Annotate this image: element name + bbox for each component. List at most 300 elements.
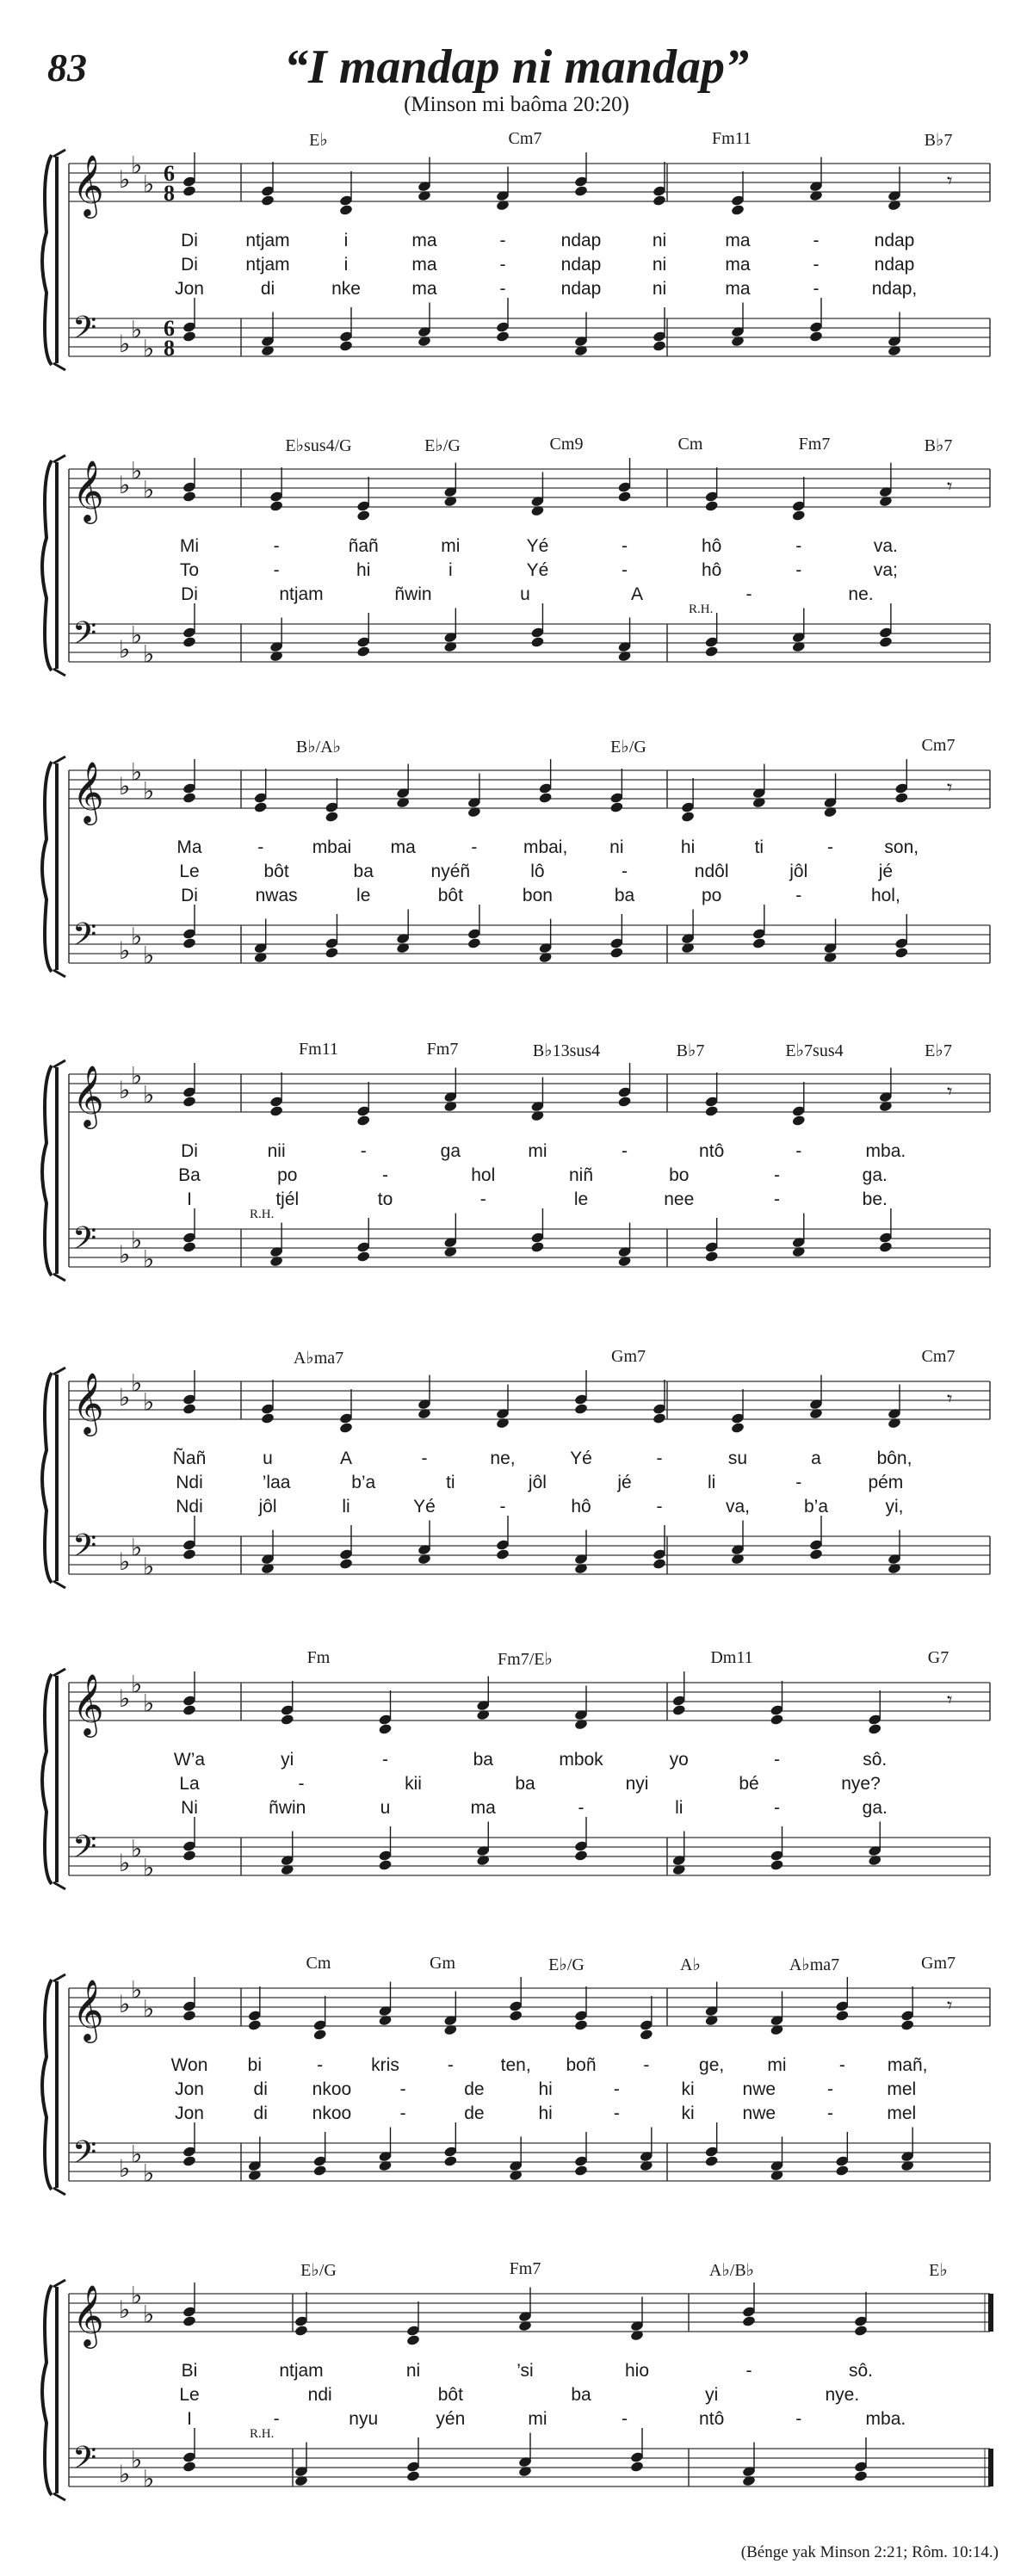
chord-symbol: B♭7	[924, 131, 953, 150]
score-system	[34, 435, 1016, 740]
lyric-syllable: ntô	[699, 2409, 725, 2429]
lyric-syllable: -	[622, 1141, 628, 1161]
lyric-syllable: ne.	[848, 584, 874, 604]
lyric-syllable: La	[179, 1774, 200, 1794]
lyric-syllable: bi	[247, 2055, 263, 2075]
lyric-syllable: ma	[725, 255, 751, 275]
lyric-syllable: Di	[181, 584, 198, 604]
flat-icon: ♭	[143, 334, 155, 363]
lyric-syllable: nwe	[742, 2079, 776, 2099]
chord-symbol: G7	[927, 1648, 949, 1667]
score-system	[34, 736, 1016, 1041]
treble-clef-icon: 𝄞	[72, 1978, 104, 2041]
lyric-syllable: mel	[887, 2079, 917, 2099]
chord-symbol: B♭7	[676, 1041, 705, 1060]
lyric-syllable: i	[343, 255, 349, 275]
lyric-syllable: ma	[725, 231, 751, 250]
lyric-syllable: ntjam	[279, 2361, 324, 2381]
lyric-syllable: mi	[528, 2409, 547, 2429]
lyric-syllable: -	[382, 1165, 388, 1185]
treble-clef-icon: 𝄞	[72, 1064, 104, 1127]
score-system	[34, 1954, 1016, 2259]
flat-icon: ♭	[143, 1080, 155, 1109]
lyric-syllable: -	[578, 1798, 585, 1818]
hymn-number: 83	[47, 46, 87, 90]
lyric-syllable: -	[813, 231, 820, 250]
lyric-syllable: di	[253, 2103, 268, 2123]
svg-text:8: 8	[164, 336, 175, 361]
lyric-syllable: ñwin	[269, 1798, 306, 1818]
flat-icon: ♭	[119, 936, 131, 965]
lyric-syllable: nyi	[625, 1774, 649, 1794]
lyric-syllable: ba	[353, 862, 374, 881]
lyric-syllable: jé	[878, 862, 894, 881]
chord-symbol: Gm7	[921, 1954, 956, 1973]
lyric-syllable: nyéñ	[430, 862, 471, 881]
lyric-syllable: Le	[179, 2385, 200, 2405]
lyric-syllable: hi	[356, 560, 371, 580]
flat-icon: ♭	[131, 1670, 143, 1699]
lyric-syllable: po	[277, 1165, 298, 1185]
chord-symbol: Gm7	[611, 1347, 646, 1366]
chord-symbol: Fm11	[299, 1040, 338, 1059]
chord-symbol: Gm	[430, 1954, 455, 1973]
chord-symbol: Fm	[306, 1648, 331, 1667]
lyric-syllable: yi,	[885, 1497, 904, 1517]
flat-icon: ♭	[119, 1990, 131, 2018]
rest-icon: 𝄾	[947, 775, 953, 800]
lyric-syllable: Jon	[175, 2079, 204, 2099]
lyric-syllable: -	[613, 2103, 620, 2123]
lyric-syllable: ma	[411, 231, 437, 250]
chord-symbol: A♭ma7	[293, 1349, 344, 1368]
scripture-footnote: (Bénge yak Minson 2:21; Rôm. 10:14.)	[740, 2543, 999, 2561]
lyric-syllable: ma	[411, 255, 437, 275]
lyric-syllable: ndap	[560, 231, 602, 250]
lyric-syllable: yo	[669, 1750, 689, 1770]
lyric-syllable: Jon	[175, 279, 204, 299]
flat-icon: ♭	[119, 1547, 131, 1576]
lyric-syllable: A	[630, 584, 644, 604]
chord-symbol: E♭	[929, 2261, 948, 2280]
flat-icon: ♭	[143, 1994, 155, 2023]
lyric-syllable: -	[774, 1798, 780, 1818]
bass-clef-icon: 𝄢	[72, 1829, 97, 1873]
svg-text:6: 6	[164, 316, 175, 341]
lyric-syllable: kii	[405, 1774, 422, 1794]
lyric-syllable: Bi	[181, 2361, 198, 2381]
svg-text:8: 8	[164, 181, 175, 206]
lyric-syllable: ki	[681, 2079, 695, 2099]
chord-symbol: E♭/G	[548, 1955, 585, 1974]
lyric-syllable: po	[701, 886, 722, 905]
flat-icon: ♭	[119, 165, 131, 194]
lyric-syllable: hô	[571, 1497, 591, 1517]
flat-icon: ♭	[143, 1689, 155, 1718]
chord-symbol: Cm7	[508, 129, 542, 148]
system-brace	[42, 1980, 52, 2190]
system-brace	[42, 2285, 52, 2495]
chord-symbol: Cm	[306, 1954, 331, 1973]
chord-symbol: A♭	[680, 1955, 701, 1974]
flat-icon: ♭	[131, 2140, 143, 2169]
lyric-syllable: ba	[571, 2385, 591, 2405]
lyric-syllable: nye.	[825, 2385, 860, 2405]
flat-icon: ♭	[143, 941, 155, 970]
flat-icon: ♭	[131, 315, 143, 344]
lyric-syllable: son,	[884, 837, 919, 857]
lyric-syllable: kris	[371, 2055, 399, 2075]
lyric-syllable: mi	[767, 2055, 787, 2075]
lyric-syllable: li	[675, 1798, 684, 1818]
flat-icon: ♭	[131, 1975, 143, 2005]
lyric-syllable: -	[447, 2055, 454, 2075]
chord-symbol: Fm7	[798, 435, 831, 454]
lyric-syllable: u	[380, 1798, 391, 1818]
lyric-syllable: -	[795, 1141, 802, 1161]
lyric-syllable: le	[573, 1189, 589, 1209]
lyric-syllable: Ni	[181, 1798, 198, 1818]
hymn-title: “I mandap ni mandap”	[284, 40, 749, 94]
lyric-syllable: bé	[739, 1774, 759, 1794]
lyric-syllable: -	[499, 1497, 506, 1517]
lyric-syllable: hol,	[870, 886, 900, 905]
treble-clef-icon: 𝄞	[72, 1672, 104, 1735]
lyric-syllable: ñañ	[348, 536, 379, 556]
lyric-syllable: jôl	[789, 862, 808, 881]
lyric-syllable: ndap	[874, 231, 915, 250]
bass-clef-icon: 𝄢	[72, 1220, 97, 1264]
flat-icon: ♭	[131, 1533, 143, 1562]
lyric-syllable: -	[622, 560, 628, 580]
flat-icon: ♭	[131, 757, 143, 787]
lyric-syllable: mel	[887, 2103, 917, 2123]
flat-icon: ♭	[119, 2154, 131, 2183]
lyric-syllable: mba.	[865, 1141, 906, 1161]
lyric-syllable: ni	[405, 2361, 421, 2381]
lyric-syllable: -	[499, 255, 506, 275]
lyric-syllable: -	[421, 1449, 428, 1468]
lyric-syllable: bôn,	[876, 1449, 912, 1468]
flat-icon: ♭	[131, 1061, 143, 1090]
lyric-syllable: yi	[281, 1750, 294, 1770]
lyric-syllable: -	[774, 1189, 780, 1209]
flat-icon: ♭	[143, 475, 155, 504]
lyric-syllable: -	[298, 1774, 305, 1794]
lyric-syllable: -	[745, 2361, 752, 2381]
lyric-syllable: ni	[652, 255, 667, 275]
lyric-syllable: Di	[181, 886, 198, 905]
lyric-syllable: -	[838, 2055, 845, 2075]
flat-icon: ♭	[131, 1834, 143, 1863]
lyric-syllable: u	[263, 1449, 273, 1468]
lyric-syllable: bôt	[437, 2385, 463, 2405]
lyric-syllable: -	[643, 2055, 650, 2075]
lyric-syllable: ga.	[862, 1798, 888, 1818]
flat-icon: ♭	[143, 776, 155, 806]
treble-clef-icon: 𝄞	[72, 760, 104, 823]
lyric-syllable: nwas	[255, 886, 298, 905]
lyric-syllable: a	[811, 1449, 821, 1468]
lyric-syllable: -	[795, 2409, 802, 2429]
lyric-syllable: -	[622, 2409, 628, 2429]
lyric-syllable: pém	[868, 1473, 904, 1492]
flat-icon: ♭	[143, 170, 155, 199]
bass-clef-icon: 𝄢	[72, 2134, 97, 2178]
bass-clef-icon: 𝄢	[72, 2440, 97, 2484]
rest-icon: 𝄾	[947, 1993, 953, 2017]
lyric-syllable: nkoo	[312, 2103, 352, 2123]
lyric-syllable: ma	[725, 279, 751, 299]
lyric-syllable: -	[399, 2103, 406, 2123]
right-hand-mark: R.H.	[250, 1208, 275, 1221]
flat-icon: ♭	[119, 330, 131, 358]
lyric-syllable: -	[813, 279, 820, 299]
lyric-syllable: bôt	[437, 886, 463, 905]
lyric-syllable: ’laa	[262, 1473, 291, 1492]
lyric-syllable: -	[499, 279, 506, 299]
system-brace	[42, 460, 52, 670]
lyric-syllable: -	[317, 2055, 324, 2075]
bass-clef-icon: 𝄢	[72, 310, 97, 354]
lyric-syllable: mba.	[865, 2409, 906, 2429]
rest-icon: 𝄾	[947, 1688, 953, 1712]
lyric-syllable: I	[187, 1189, 192, 1209]
lyric-syllable: le	[356, 886, 371, 905]
lyric-syllable: ndap	[874, 255, 915, 275]
lyric-syllable: Jon	[175, 2103, 204, 2123]
lyric-syllable: ba	[515, 1774, 535, 1794]
lyric-syllable: -	[795, 886, 802, 905]
lyric-syllable: -	[745, 584, 752, 604]
lyric-syllable: sô.	[863, 1750, 888, 1770]
lyric-syllable: su	[727, 1449, 748, 1468]
lyric-syllable: di	[253, 2079, 268, 2099]
lyric-syllable: -	[257, 837, 264, 857]
lyric-syllable: Yé	[570, 1449, 592, 1468]
lyric-syllable: ma	[411, 279, 437, 299]
chord-symbol: Cm7	[921, 1347, 956, 1366]
lyric-syllable: ki	[681, 2103, 695, 2123]
chord-symbol: E♭sus4/G	[285, 436, 352, 455]
flat-icon: ♭	[119, 1684, 131, 1713]
right-hand-mark: R.H.	[250, 2427, 275, 2441]
lyric-syllable: To	[179, 560, 200, 580]
chord-symbol: B♭/A♭	[295, 738, 342, 757]
lyric-syllable: -	[656, 1449, 663, 1468]
lyric-syllable: ni	[609, 837, 624, 857]
chord-symbol: Fm7	[426, 1040, 459, 1059]
system-brace	[42, 155, 52, 365]
lyric-syllable: ba	[473, 1750, 493, 1770]
lyric-syllable: yi	[705, 2385, 719, 2405]
flat-icon: ♭	[131, 621, 143, 650]
chord-symbol: E♭/G	[424, 436, 461, 455]
lyric-syllable: Mi	[179, 536, 200, 556]
lyric-syllable: ntjam	[245, 231, 290, 250]
lyric-syllable: -	[827, 837, 834, 857]
lyric-syllable: mbok	[559, 1750, 603, 1770]
lyric-syllable: niñ	[568, 1165, 594, 1185]
lyric-syllable: -	[795, 560, 802, 580]
lyric-syllable: ne,	[490, 1449, 516, 1468]
chord-symbol: A♭ma7	[789, 1955, 840, 1974]
hymn-subtitle: (Minson mi baôma 20:20)	[404, 93, 629, 116]
lyric-syllable: -	[774, 1750, 780, 1770]
lyric-syllable: Ñañ	[172, 1449, 207, 1468]
lyric-syllable: Ndi	[176, 1497, 203, 1517]
chord-symbol: Cm7	[921, 736, 956, 755]
lyric-syllable: de	[464, 2103, 485, 2123]
lyric-syllable: bon	[522, 886, 553, 905]
lyric-syllable: tjél	[275, 1189, 300, 1209]
lyric-syllable: li	[342, 1497, 350, 1517]
chord-symbol: E♭7sus4	[785, 1041, 844, 1060]
lyric-syllable: ’si	[516, 2361, 534, 2381]
lyric-syllable: be.	[862, 1189, 888, 1209]
system-brace	[42, 1373, 52, 1583]
lyric-syllable: nwe	[742, 2103, 776, 2123]
lyric-syllable: Di	[181, 231, 198, 250]
lyric-syllable: ni	[652, 279, 667, 299]
chord-symbol: Fm7	[509, 2259, 541, 2278]
lyric-syllable: Le	[179, 862, 200, 881]
lyric-syllable: va,	[725, 1497, 751, 1517]
chord-symbol: Dm11	[710, 1648, 753, 1667]
lyric-syllable: nyu	[349, 2409, 379, 2429]
lyric-syllable: hol	[471, 1165, 496, 1185]
lyric-syllable: -	[273, 560, 280, 580]
lyric-syllable: A	[339, 1449, 353, 1468]
chord-symbol: B♭13sus4	[532, 1041, 601, 1060]
lyric-syllable: -	[613, 2079, 620, 2099]
lyric-syllable: -	[479, 1189, 486, 1209]
flat-icon: ♭	[119, 2460, 131, 2488]
chord-symbol: E♭/G	[610, 738, 646, 757]
lyric-syllable: b’a	[803, 1497, 829, 1517]
lyric-syllable: nkoo	[312, 2079, 352, 2099]
lyric-syllable: hi	[680, 837, 696, 857]
lyric-syllable: -	[622, 536, 628, 556]
lyric-syllable: ndap,	[871, 279, 918, 299]
lyric-syllable: to	[377, 1189, 393, 1209]
score-system	[34, 2259, 1016, 2565]
chord-symbol: E♭7	[925, 1041, 952, 1060]
bass-clef-icon: 𝄢	[72, 615, 97, 659]
lyric-syllable: -	[827, 2103, 834, 2123]
score-system	[34, 129, 1016, 435]
lyric-syllable: ma	[470, 1798, 496, 1818]
lyric-syllable: Yé	[526, 536, 549, 556]
lyric-syllable: ti	[754, 837, 764, 857]
flat-icon: ♭	[119, 1849, 131, 1877]
lyric-syllable: -	[399, 2079, 406, 2099]
flat-icon: ♭	[131, 1368, 143, 1398]
lyric-syllable: de	[464, 2079, 485, 2099]
flat-icon: ♭	[131, 1226, 143, 1255]
flat-icon: ♭	[143, 1245, 155, 1274]
lyric-syllable: I	[187, 2409, 192, 2429]
flat-icon: ♭	[131, 151, 143, 180]
lyric-syllable: di	[260, 279, 275, 299]
flat-icon: ♭	[143, 1552, 155, 1581]
flat-icon: ♭	[119, 1383, 131, 1412]
lyric-syllable: li	[707, 1473, 716, 1492]
system-brace	[42, 1674, 52, 1884]
chord-symbol: A♭/B♭	[708, 2261, 755, 2280]
lyric-syllable: nke	[331, 279, 361, 299]
treble-clef-icon: 𝄞	[72, 153, 104, 216]
lyric-syllable: ndap	[560, 279, 602, 299]
lyric-syllable: ñwin	[394, 584, 432, 604]
lyric-syllable: lô	[530, 862, 545, 881]
flat-icon: ♭	[143, 1387, 155, 1417]
treble-clef-icon: 𝄞	[72, 459, 104, 522]
lyric-syllable: ba	[614, 886, 635, 905]
lyric-syllable: -	[622, 862, 628, 881]
lyric-syllable: hô	[701, 536, 722, 556]
score-system	[34, 1648, 1016, 1954]
flat-icon: ♭	[143, 639, 155, 669]
score-system	[34, 1040, 1016, 1345]
flat-icon: ♭	[131, 2445, 143, 2474]
flat-icon: ♭	[143, 2159, 155, 2188]
lyric-syllable: -	[813, 255, 820, 275]
lyric-syllable: ti	[446, 1473, 455, 1492]
lyric-syllable: ge,	[699, 2055, 725, 2075]
flat-icon: ♭	[119, 2295, 131, 2324]
lyric-syllable: jôl	[528, 1473, 547, 1492]
rest-icon: 𝄾	[947, 1387, 953, 1411]
svg-text:6: 6	[164, 161, 175, 186]
lyric-syllable: -	[774, 1165, 780, 1185]
lyric-syllable: Yé	[413, 1497, 436, 1517]
lyric-syllable: b’a	[351, 1473, 376, 1492]
hymn-header	[0, 0, 1033, 129]
treble-clef-icon: 𝄞	[72, 1371, 104, 1434]
lyric-syllable: -	[273, 536, 280, 556]
lyric-syllable: i	[343, 231, 349, 250]
lyric-syllable: nii	[267, 1141, 286, 1161]
lyric-syllable: mbai	[312, 837, 352, 857]
lyric-syllable: -	[471, 837, 478, 857]
lyric-syllable: W’a	[173, 1750, 206, 1770]
lyric-syllable: Di	[181, 1141, 198, 1161]
lyric-syllable: Ba	[178, 1165, 201, 1185]
lyric-syllable: bôt	[263, 862, 289, 881]
lyric-syllable: -	[360, 1141, 367, 1161]
flat-icon: ♭	[143, 2300, 155, 2329]
lyric-syllable: Ma	[176, 837, 202, 857]
rest-icon: 𝄾	[947, 169, 953, 193]
chord-symbol: E♭/G	[300, 2261, 337, 2280]
bass-clef-icon: 𝄢	[72, 917, 97, 961]
rest-icon: 𝄾	[947, 1079, 953, 1103]
rest-icon: 𝄾	[947, 474, 953, 498]
lyric-syllable: Di	[181, 255, 198, 275]
lyric-syllable: jé	[617, 1473, 632, 1492]
flat-icon: ♭	[143, 2464, 155, 2493]
lyric-syllable: -	[382, 1750, 388, 1770]
chord-symbol: Cm	[677, 435, 703, 454]
lyric-syllable: u	[520, 584, 530, 604]
lyric-syllable: ma	[390, 837, 416, 857]
chord-symbol: B♭7	[924, 436, 953, 455]
lyric-syllable: hi	[538, 2103, 553, 2123]
lyric-syllable: mi	[528, 1141, 547, 1161]
score-system	[34, 1347, 1016, 1652]
lyric-syllable: nye?	[841, 1774, 881, 1794]
